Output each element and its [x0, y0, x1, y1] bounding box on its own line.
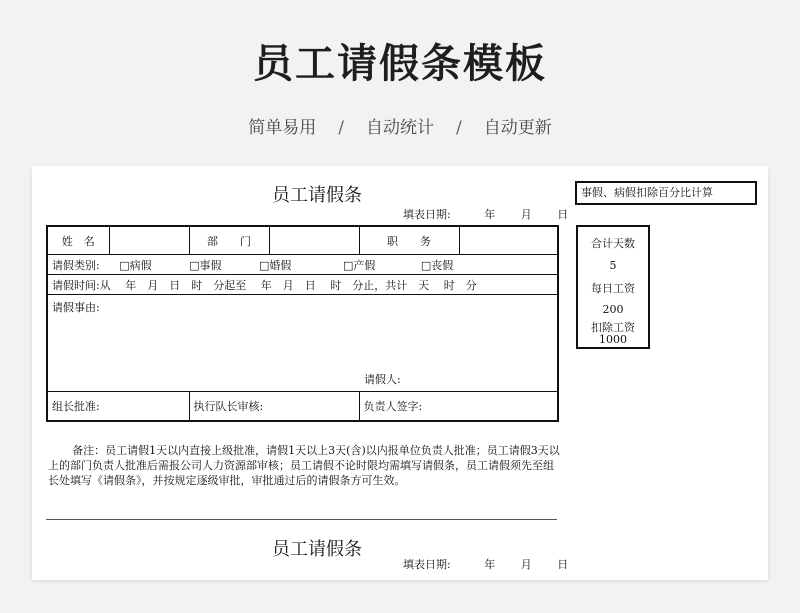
leave-form-table	[46, 225, 559, 422]
separator: /	[456, 118, 462, 138]
fill-date-day: 日	[557, 558, 569, 571]
table-row	[47, 255, 558, 275]
name-cell[interactable]	[109, 226, 189, 255]
leader-approval-cell[interactable]: 组长批准:	[47, 392, 189, 422]
leave-time-cell[interactable]: 请假时间:从 年 月 日 时 分起至 年 月 日 时 分止，共计 天 时 分	[47, 275, 558, 295]
position-label: 职 务	[359, 226, 459, 255]
fill-date-label: 填表日期:	[403, 558, 451, 571]
fill-date-year: 年	[484, 208, 496, 221]
feature-tagline	[0, 113, 800, 138]
form-title-copy: 员工请假条	[272, 539, 362, 560]
leave-type-label: 请假类别:	[52, 258, 100, 272]
deduction-label: 扣除工资	[591, 321, 635, 334]
checkbox-personal-leave[interactable]: □事假	[189, 258, 222, 272]
total-days-label: 合计天数	[591, 237, 635, 250]
name-label: 姓 名	[47, 226, 109, 255]
checkbox-sick-leave[interactable]: □病假	[119, 258, 152, 272]
table-row	[47, 295, 558, 392]
leave-reason-cell[interactable]	[47, 295, 558, 392]
fill-date-month: 月	[520, 208, 532, 221]
page-title: 员工请假条模板	[253, 41, 547, 87]
table-row	[47, 226, 558, 255]
fill-date-label: 填表日期:	[403, 208, 451, 221]
captain-review-cell[interactable]: 执行队长审核:	[189, 392, 359, 422]
fill-date-year: 年	[484, 558, 496, 571]
leave-type-cell[interactable]	[47, 255, 558, 275]
deduction-value[interactable]: 1000	[599, 333, 627, 346]
dept-label: 部 门	[189, 226, 269, 255]
position-cell[interactable]	[459, 226, 558, 255]
applicant-label: 请假人:	[364, 373, 401, 386]
separator: /	[338, 118, 344, 138]
remarks-note: 备注：员工请假1天以内直接上级批准，请假1天以上3天(含)以内报单位负责人批准；员工请假3天以上的部门负责人批准后需报公司人力资源部审核；员工请假不论时限均需填写请假条，员工请假须先至组长处填写《请假条》，并按规定逐级审批，审批通过后的请假条方可生效。	[48, 444, 560, 487]
table-row	[47, 275, 558, 295]
deduction-calc-title: 事假、病假扣除百分比计算	[575, 181, 757, 205]
deduction-calc-box	[576, 225, 650, 349]
total-days-value[interactable]: 5	[609, 259, 617, 272]
manager-signature-cell[interactable]: 负责人签字:	[359, 392, 558, 422]
fill-date-copy	[403, 556, 568, 572]
table-row	[47, 392, 558, 422]
fill-date	[403, 206, 568, 222]
feature-auto-stats: 自动统计	[366, 118, 434, 138]
fill-date-month: 月	[520, 558, 532, 571]
daily-wage-label: 每日工资	[591, 282, 635, 295]
checkbox-marriage-leave[interactable]: □婚假	[259, 258, 292, 272]
dept-cell[interactable]	[269, 226, 359, 255]
leave-reason-label: 请假事由:	[52, 301, 100, 314]
feature-easy: 简单易用	[248, 118, 317, 138]
fill-date-day: 日	[557, 208, 569, 221]
feature-auto-update: 自动更新	[483, 118, 552, 138]
form-title: 员工请假条	[272, 185, 362, 206]
checkbox-maternity-leave[interactable]: □产假	[342, 258, 376, 272]
spreadsheet-sheet	[32, 166, 768, 580]
daily-wage-value[interactable]: 200	[602, 303, 624, 316]
checkbox-bereavement-leave[interactable]: □丧假	[420, 258, 454, 272]
divider	[46, 519, 557, 520]
